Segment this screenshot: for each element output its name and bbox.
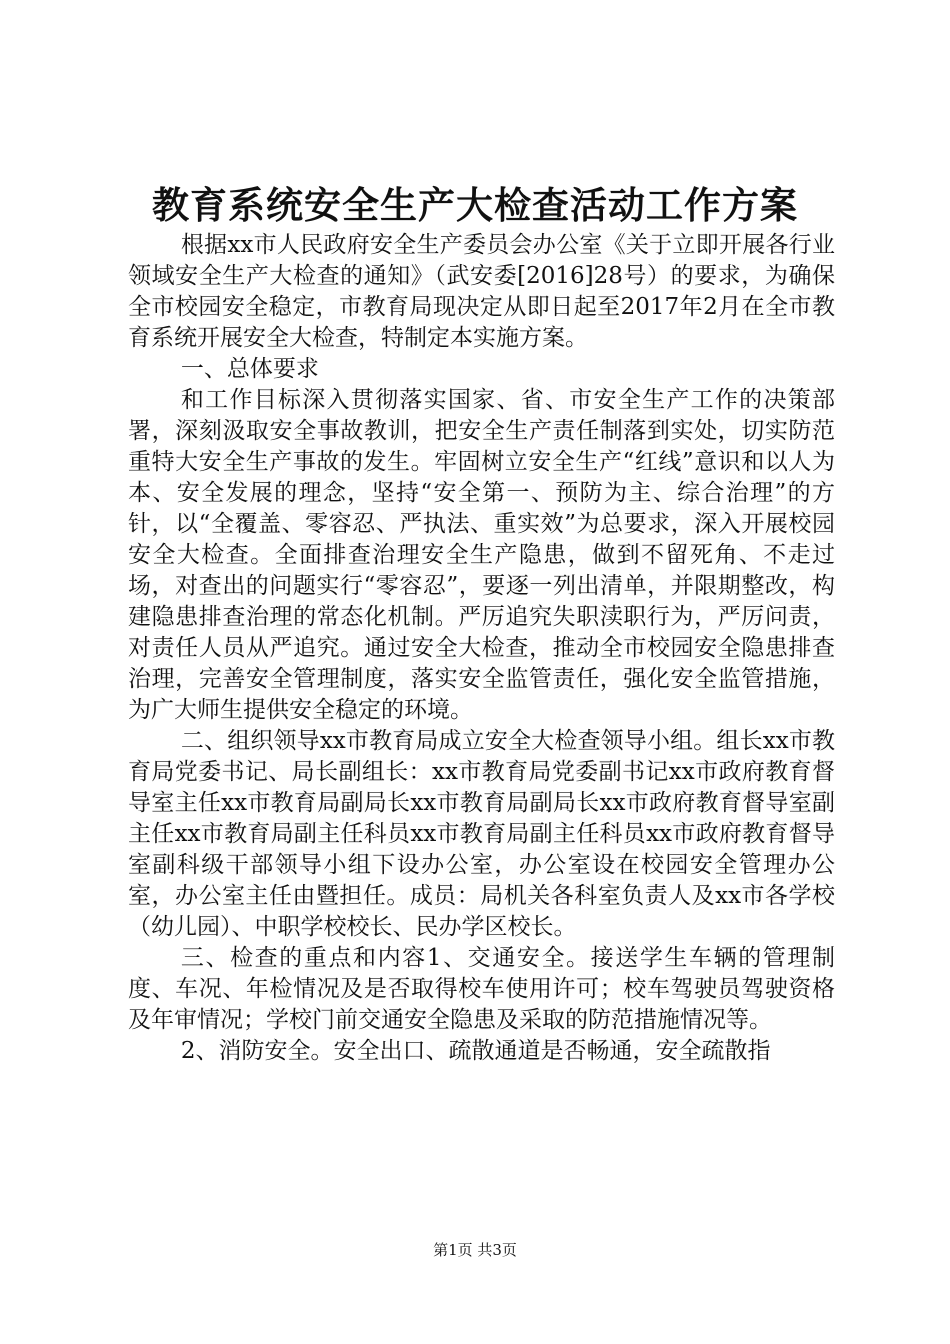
document-title: 教育系统安全生产大检查活动工作方案 (152, 183, 798, 227)
paragraph-intro: 根据xx市人民政府安全生产委员会办公室《关于立即开展各行业领域安全生产大检查的通知》（武安委[2016]28号）的要求，为确保全市校园安全稳定，市教育局现决定从即日起至2017年2月在全市教育系统开展安全大检查，特制定本实施方案。 (128, 232, 835, 351)
section-heading-general-requirements: 一、总体要求 (180, 356, 319, 382)
paragraph-inspection-focus: 三、检查的重点和内容1、交通安全。接送学生车辆的管理制度、车况、年检情况及是否取得校车使用许可；校车驾驶员驾驶资格及年审情况；学校门前交通安全隐患及采取的防范措施情况等。 (128, 945, 835, 1033)
paragraph-organization: 二、组织领导xx市教育局成立安全大检查领导小组。组长xx市教育局党委书记、局长副组长：xx市教育局党委副书记xx市政府教育督导室主任xx市教育局副局长xx市教育局副局长xx市政府教育督导室副主任xx市教育局副主任科员xx市教育局副主任科员xx市政府教育督导室副科级干部领导小组下设办公室，办公室设在校园安全管理办公室，办公室主任由暨担任。成员：局机关各科室负责人及xx市各学校（幼儿园）、中职学校校长、民办学区校长。 (128, 728, 835, 940)
document-body (128, 230, 835, 1067)
paragraph-general-requirements: 和工作目标深入贯彻落实国家、省、市安全生产工作的决策部署，深刻汲取安全事故教训，把安全生产责任制落到实处，切实防范重特大安全生产事故的发生。牢固树立安全生产“红线”意识和以人为本、安全发展的理念，坚持“安全第一、预防为主、综合治理”的方针，以“全覆盖、零容忍、严执法、重实效”为总要求，深入开展校园安全大检查。全面排查治理安全生产隐患，做到不留死角、不走过场，对查出的问题实行“零容忍”，要逐一列出清单，并限期整改，构建隐患排查治理的常态化机制。严厉追究失职渎职行为，严厉问责，对责任人员从严追究。通过安全大检查，推动全市校园安全隐患排查治理，完善安全管理制度，落实安全监管责任，强化安全监管措施，为广大师生提供安全稳定的环境。 (128, 387, 835, 723)
page-footer: 第1页 共3页 (433, 1241, 517, 1259)
paragraph-fire-safety: 2、消防安全。安全出口、疏散通道是否畅通，安全疏散指 (180, 1038, 771, 1064)
